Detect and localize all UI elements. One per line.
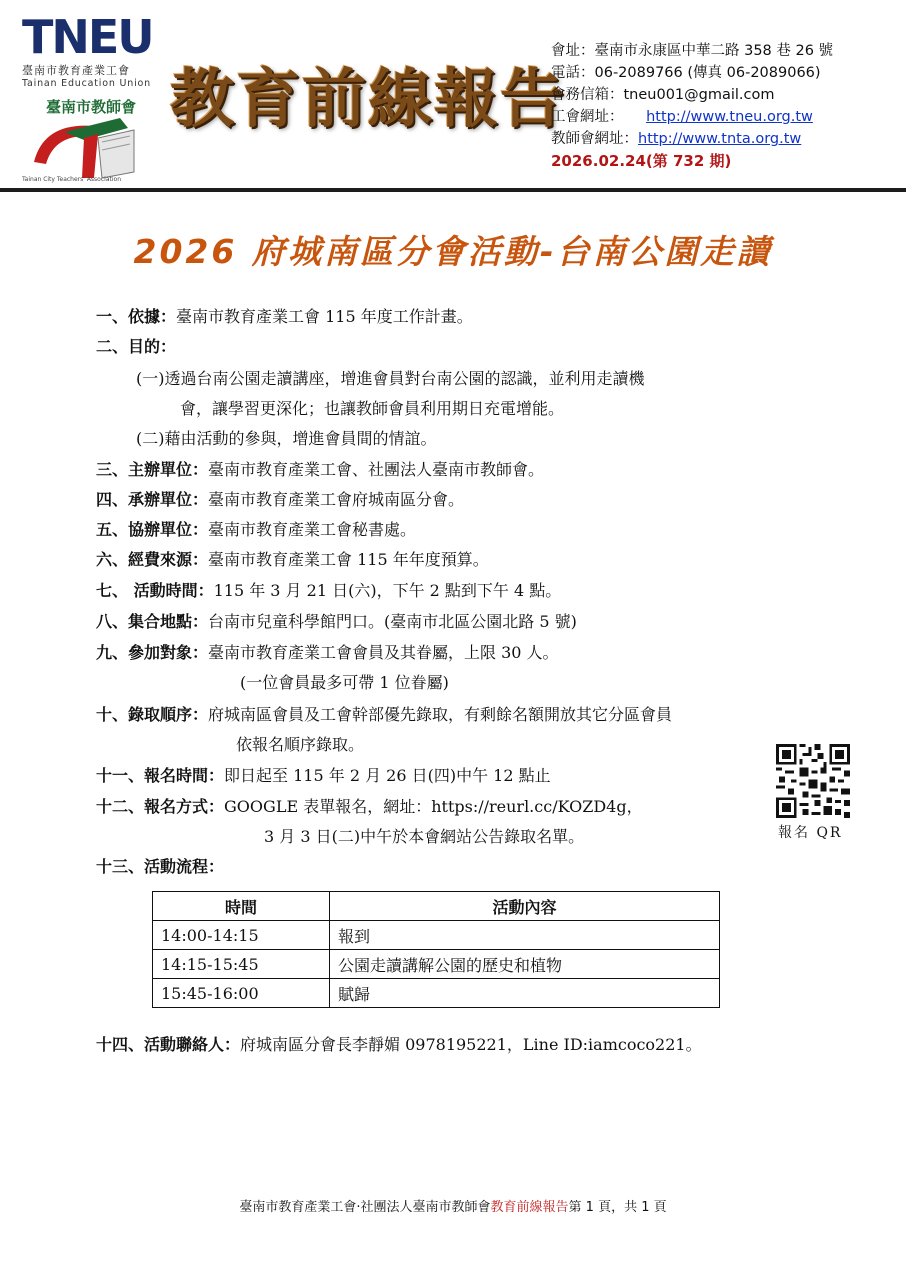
section-label: 十、錄取順序： bbox=[96, 705, 209, 724]
contact-block bbox=[551, 40, 833, 172]
section-contact-person bbox=[96, 1030, 702, 1060]
section-text: 臺南市教育產業工會 115 年度工作計畫。 bbox=[176, 307, 473, 326]
admission-order-line-2: 依報名順序錄取。 bbox=[236, 735, 365, 754]
section-text: 臺南市教育產業工會秘書處。 bbox=[208, 520, 417, 539]
schedule-time: 14:00-14:15 bbox=[153, 921, 330, 950]
tnta-logo-emblem bbox=[24, 92, 144, 184]
section-label: 五、協辦單位： bbox=[96, 520, 209, 539]
section-undertaker bbox=[96, 485, 464, 515]
section-label: 九、參加對象： bbox=[96, 643, 209, 662]
section-registration-method bbox=[96, 792, 643, 822]
document-title: 2026 府城南區分會活動-台南公園走讀 bbox=[133, 232, 773, 271]
registration-method-line-2: 3 月 3 日(二)中午於本會網站公告錄取名單。 bbox=[264, 827, 585, 846]
table-row bbox=[153, 950, 720, 979]
teacher-site-link[interactable]: http://www.tnta.org.tw bbox=[638, 131, 802, 147]
footer-publication: 教育前線報告 bbox=[490, 1200, 569, 1215]
section-text: 台南市兒童科學館門口。(臺南市北區公園北路 5 號) bbox=[208, 612, 577, 631]
section-label: 六、經費來源： bbox=[96, 550, 209, 569]
union-site bbox=[551, 106, 833, 128]
section-text: 府城南區會員及工會幹部優先錄取，有剩餘名額開放其它分區會員 bbox=[208, 705, 673, 724]
section-registration-time bbox=[96, 761, 551, 791]
union-site-label: 工會網址： bbox=[551, 109, 624, 125]
section-funding bbox=[96, 545, 489, 575]
footer-page-number: 第 1 頁，共 1 頁 bbox=[568, 1200, 667, 1215]
tneu-name-cn: 臺南市教育產業工會 bbox=[22, 64, 130, 77]
section-label: 四、承辦單位： bbox=[96, 490, 209, 509]
schedule-content: 報到 bbox=[330, 921, 720, 950]
section-text: 即日起至 115 年 2 月 26 日(四)中午 12 點止 bbox=[224, 766, 551, 785]
table-row bbox=[153, 979, 720, 1008]
section-text: GOOGLE 表單報名，網址：https://reurl.cc/KOZD4g， bbox=[224, 797, 643, 816]
tnta-name-en: Tainan City Teachers' Association bbox=[22, 176, 121, 183]
footer-org: 臺南市教育產業工會‧社團法人臺南市教師會 bbox=[239, 1200, 491, 1215]
section-purpose-label: 二、目的： bbox=[96, 337, 177, 356]
schedule-time: 14:15-15:45 bbox=[153, 950, 330, 979]
header-divider bbox=[0, 188, 906, 192]
schedule-col-content: 活動內容 bbox=[330, 892, 720, 921]
registration-qr-code[interactable] bbox=[776, 744, 850, 818]
union-site-link[interactable]: http://www.tneu.org.tw bbox=[646, 109, 813, 125]
section-text: 臺南市教育產業工會府城南區分會。 bbox=[208, 490, 465, 509]
participants-note: (一位會員最多可帶 1 位眷屬) bbox=[240, 673, 449, 692]
page-header bbox=[0, 0, 906, 195]
section-label: 八、集合地點： bbox=[96, 612, 209, 631]
section-location bbox=[96, 607, 577, 637]
section-text: 臺南市教育產業工會會員及其眷屬，上限 30 人。 bbox=[208, 643, 559, 662]
address: 會址：臺南市永康區中華二路 358 巷 26 號 bbox=[551, 43, 834, 59]
section-text: 臺南市教育產業工會、社團法人臺南市教師會。 bbox=[208, 460, 545, 479]
section-participants bbox=[96, 638, 559, 668]
tneu-wordmark: TNEU bbox=[22, 10, 153, 64]
masthead-title: 教育前線報告 bbox=[170, 62, 566, 137]
section-label: 三、主辦單位： bbox=[96, 460, 209, 479]
schedule-header-row bbox=[153, 892, 720, 921]
table-row bbox=[153, 921, 720, 950]
section-time bbox=[96, 576, 561, 606]
section-label: 十一、報名時間： bbox=[96, 766, 225, 785]
qr-caption: 報名 QR bbox=[778, 825, 843, 841]
purpose-item-1-line-1: (一)透過台南公園走讀講座，增進會員對台南公園的認識，並利用走讀機 bbox=[136, 369, 645, 388]
schedule-col-time: 時間 bbox=[153, 892, 330, 921]
tneu-name-en: Tainan Education Union bbox=[22, 78, 151, 89]
section-label: 七、 活動時間： bbox=[96, 581, 214, 600]
section-schedule-label: 十三、活動流程： bbox=[96, 857, 225, 876]
email: 會務信箱：tneu001@gmail.com bbox=[551, 87, 775, 103]
section-co-organizer bbox=[96, 515, 416, 545]
section-basis bbox=[96, 302, 473, 332]
tnta-logo-text: 臺南市教師會 bbox=[46, 98, 137, 116]
page-footer bbox=[0, 1196, 906, 1215]
section-label: 十二、報名方式： bbox=[96, 797, 225, 816]
section-label: 一、依據： bbox=[96, 307, 177, 326]
section-label: 十四、活動聯絡人： bbox=[96, 1035, 241, 1054]
purpose-item-2: (二)藉由活動的參與，增進會員間的情誼。 bbox=[136, 429, 437, 448]
section-text: 府城南區分會長李靜媚 0978195221，Line ID:iamcoco221。 bbox=[240, 1035, 702, 1054]
schedule-table bbox=[152, 891, 720, 1008]
purpose-item-1-line-2: 會，讓學習更深化；也讓教師會員利用期日充電增能。 bbox=[180, 399, 565, 418]
tneu-logo bbox=[22, 10, 153, 89]
section-organizer bbox=[96, 455, 544, 485]
issue-date: 2026.02.24(第 732 期) bbox=[551, 152, 732, 170]
schedule-content: 公園走讀講解公園的歷史和植物 bbox=[330, 950, 720, 979]
teacher-site bbox=[551, 128, 833, 150]
schedule-time: 15:45-16:00 bbox=[153, 979, 330, 1008]
phone: 電話：06-2089766 (傳真 06-2089066) bbox=[551, 65, 821, 81]
teacher-site-label: 教師會網址： bbox=[551, 131, 638, 147]
schedule-content: 賦歸 bbox=[330, 979, 720, 1008]
section-text: 臺南市教育產業工會 115 年年度預算。 bbox=[208, 550, 489, 569]
section-admission-order bbox=[96, 700, 672, 730]
section-text: 115 年 3 月 21 日(六)，下午 2 點到下午 4 點。 bbox=[213, 581, 562, 600]
